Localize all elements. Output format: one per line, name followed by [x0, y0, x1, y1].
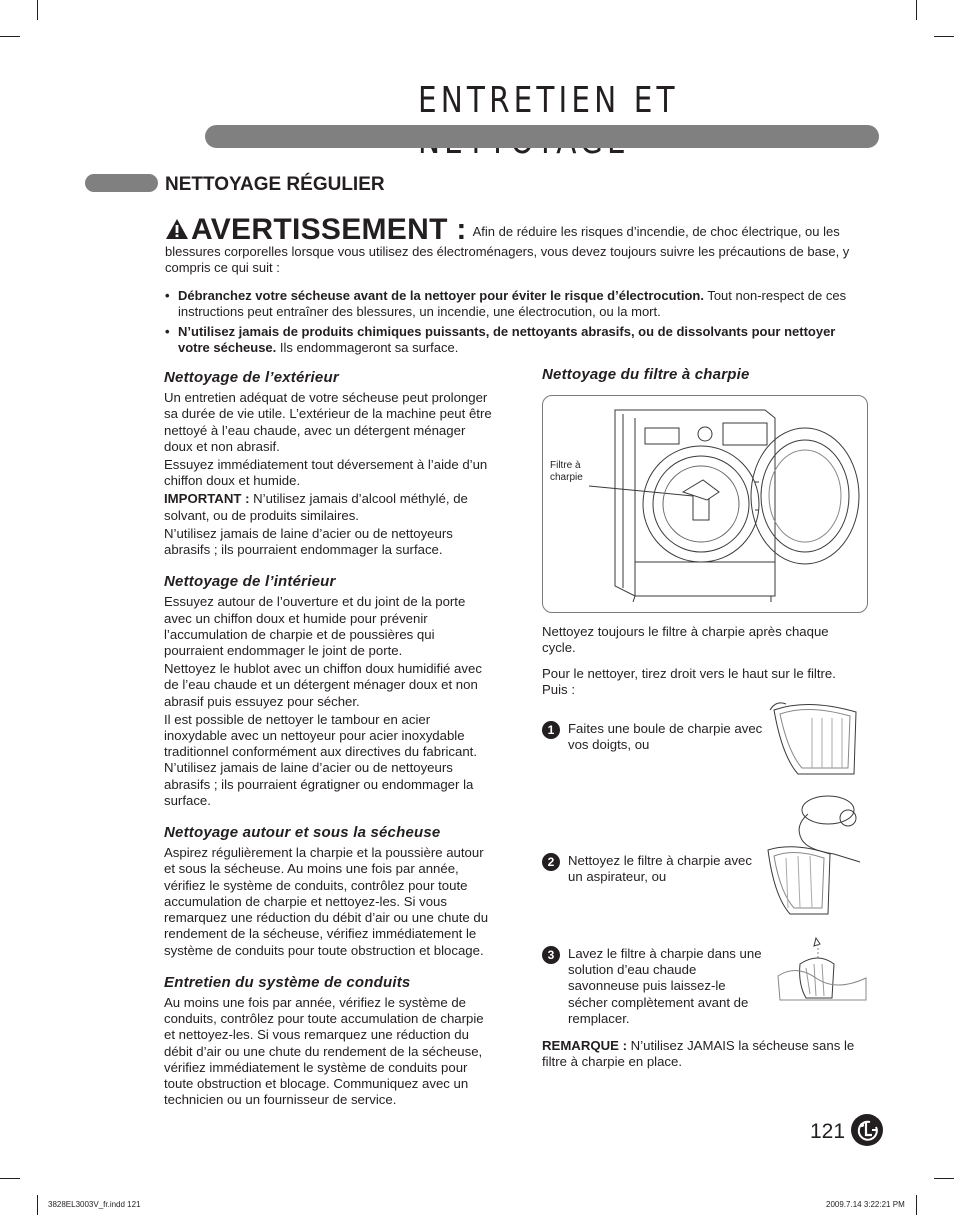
crop-mark	[37, 0, 38, 20]
lint-ball-filter-illustration	[768, 696, 864, 778]
filter-heading: Nettoyage du filtre à charpie	[542, 366, 750, 383]
crop-mark	[0, 1178, 20, 1179]
section-marker	[85, 174, 158, 192]
filter-callout: Filtre à charpie	[550, 460, 583, 483]
list-item: • N’utilisez jamais de produits chimiques puissants, de nettoyants abrasifs, ou de dissolvants pour nettoyer votre sécheuse. Ils endommageront sa surface.	[165, 324, 836, 355]
bullet-text: Tout non-respect de ces instructions peut entraîner des blessures, un incendie, une électrocution, ou la mort.	[178, 288, 847, 319]
page-title: ENTRETIEN ET	[418, 80, 679, 121]
warning-block	[165, 213, 865, 276]
paragraph: Un entretien adéquat de votre sécheuse peut prolonger sa durée de vie utile. L’extérieur de la machine peut être nettoyé à l’eau chaude, avec un détergent ménager doux et non abrasif.	[164, 390, 492, 454]
warning-bullets	[165, 288, 865, 360]
step-number: 1	[542, 721, 560, 739]
dryer-illustration	[542, 395, 868, 613]
warning-triangle-icon	[165, 218, 189, 244]
washing-filter-illustration	[776, 934, 868, 1006]
step-2	[542, 853, 768, 885]
vacuum-cleaner-illustration	[764, 792, 864, 920]
title-bar	[205, 125, 879, 148]
lg-logo-icon	[850, 1113, 884, 1147]
paragraph: Essuyez immédiatement tout déversement à l’aide d’un chiffon doux et humide.	[164, 457, 488, 489]
remark-label: REMARQUE :	[542, 1038, 627, 1053]
step-number: 3	[542, 946, 560, 964]
step-number: 2	[542, 853, 560, 871]
interior-heading: Nettoyage de l’intérieur	[164, 573, 336, 591]
filter-text-2: Pour le nettoyer, tirez droit vers le haut sur le filtre. Puis :	[542, 666, 836, 698]
bullet-bold: Débranchez votre sécheuse avant de la nettoyer pour éviter le risque d’électrocution.	[178, 288, 704, 303]
dryer-drawing	[543, 396, 867, 612]
footer-file: 3828EL3003V_fr.indd 121	[48, 1200, 141, 1209]
important-text: N’utilisez jamais d’alcool méthylé, de solvant, ou de produits similaires.	[164, 491, 468, 523]
exterior-heading: Nettoyage de l’extérieur	[164, 369, 339, 386]
warning-text: Afin de réduire les risques d’incendie, de choc électrique, ou les blessures corporelles lorsque vous utilisez des électroménagers, vous devez toujours suivre les précautions de base, y compris ce qui suit :	[165, 224, 850, 275]
crop-mark	[934, 1178, 954, 1179]
crop-mark	[916, 0, 917, 20]
around-heading: Nettoyage autour et sous la sécheuse	[164, 824, 441, 842]
left-column	[164, 370, 494, 1110]
section-heading: NETTOYAGE RÉGULIER	[165, 174, 385, 195]
crop-mark	[934, 36, 954, 37]
ducts-heading: Entretien du système de conduits	[164, 973, 411, 991]
crop-mark	[916, 1195, 917, 1215]
paragraph: Nettoyez le hublot avec un chiffon doux humidifié avec de l’eau chaude et un détergent ménager doux et non abrasif puis essuyez pour sécher.	[164, 661, 482, 709]
paragraph	[164, 491, 494, 523]
paragraph: Au moins une fois par année, vérifiez le système de conduits, contrôlez pour toute accumulation de charpie et nettoyez-les. Si vous remarquez une réduction du débit d’air ou une chute du rendement de la sécheuse, vérifiez immédiatement le système de conduits pour toute obstruction et blocage. Communiquez avec un technicien ou un fournisseur de service.	[164, 994, 484, 1108]
filter-text-1: Nettoyez toujours le filtre à charpie après chaque cycle.	[542, 624, 829, 656]
step-text: Faites une boule de charpie avec vos doigts, ou	[568, 721, 763, 753]
paragraph: Essuyez autour de l’ouverture et du joint de la porte avec un chiffon doux et humide pour prévenir l’accumulation de charpie et de poussières qui pourraient endommager le joint de porte.	[164, 594, 466, 659]
bullet-text: Ils endommageront sa surface.	[276, 340, 459, 355]
footer-date: 2009.7.14 3:22:21 PM	[826, 1200, 905, 1209]
paragraph: N’utilisez jamais de laine d’acier ou de nettoyeurs abrasifs ; ils pourraient endommager la surface.	[164, 525, 453, 558]
step-text: Lavez le filtre à charpie dans une solution d’eau chaude savonneuse puis laissez-le sécher complètement avant de remplacer.	[568, 946, 762, 1026]
step-text: Nettoyez le filtre à charpie avec un aspirateur, ou	[568, 853, 752, 885]
step-1	[542, 721, 768, 753]
warning-label: AVERTISSEMENT :	[191, 213, 467, 246]
page-number: 121	[810, 1120, 846, 1143]
crop-mark	[37, 1195, 38, 1215]
important-label: IMPORTANT :	[164, 491, 250, 507]
remark	[542, 1038, 862, 1070]
remark-text: N’utilisez JAMAIS la sécheuse sans le filtre à charpie en place.	[542, 1038, 855, 1070]
bullet-bold: N’utilisez jamais de produits chimiques puissants, de nettoyants abrasifs, ou de dissolvants pour nettoyer votre sécheuse.	[178, 324, 836, 355]
step-3	[542, 946, 768, 1027]
paragraph: Aspirez régulièrement la charpie et la poussière autour et sous la sécheuse. Au moins une fois par année, vérifiez le système de conduits, contrôlez pour toute accumulation de charpie et nettoyez-les. Si vous remarquez une réduction du débit d’air ou une chute du rendement de la sécheuse, vérifiez immédiatement le système de conduits pour toute obstruction et blocage.	[164, 845, 489, 958]
paragraph: Il est possible de nettoyer le tambour en acier inoxydable avec un nettoyeur pour acier inoxydable traditionnel conformément aux directives du fabricant. N’utilisez jamais de laine d’acier ou de nettoyeurs abrasifs ; ils pourraient égratigner ou endommager la surface.	[164, 711, 477, 808]
crop-mark	[0, 36, 20, 37]
list-item: • Débranchez votre sécheuse avant de la nettoyer pour éviter le risque d’électrocution. Tout non-respect de ces instructions peut entraîner des blessures, un incendie, une électrocution, ou la mort.	[165, 288, 847, 319]
